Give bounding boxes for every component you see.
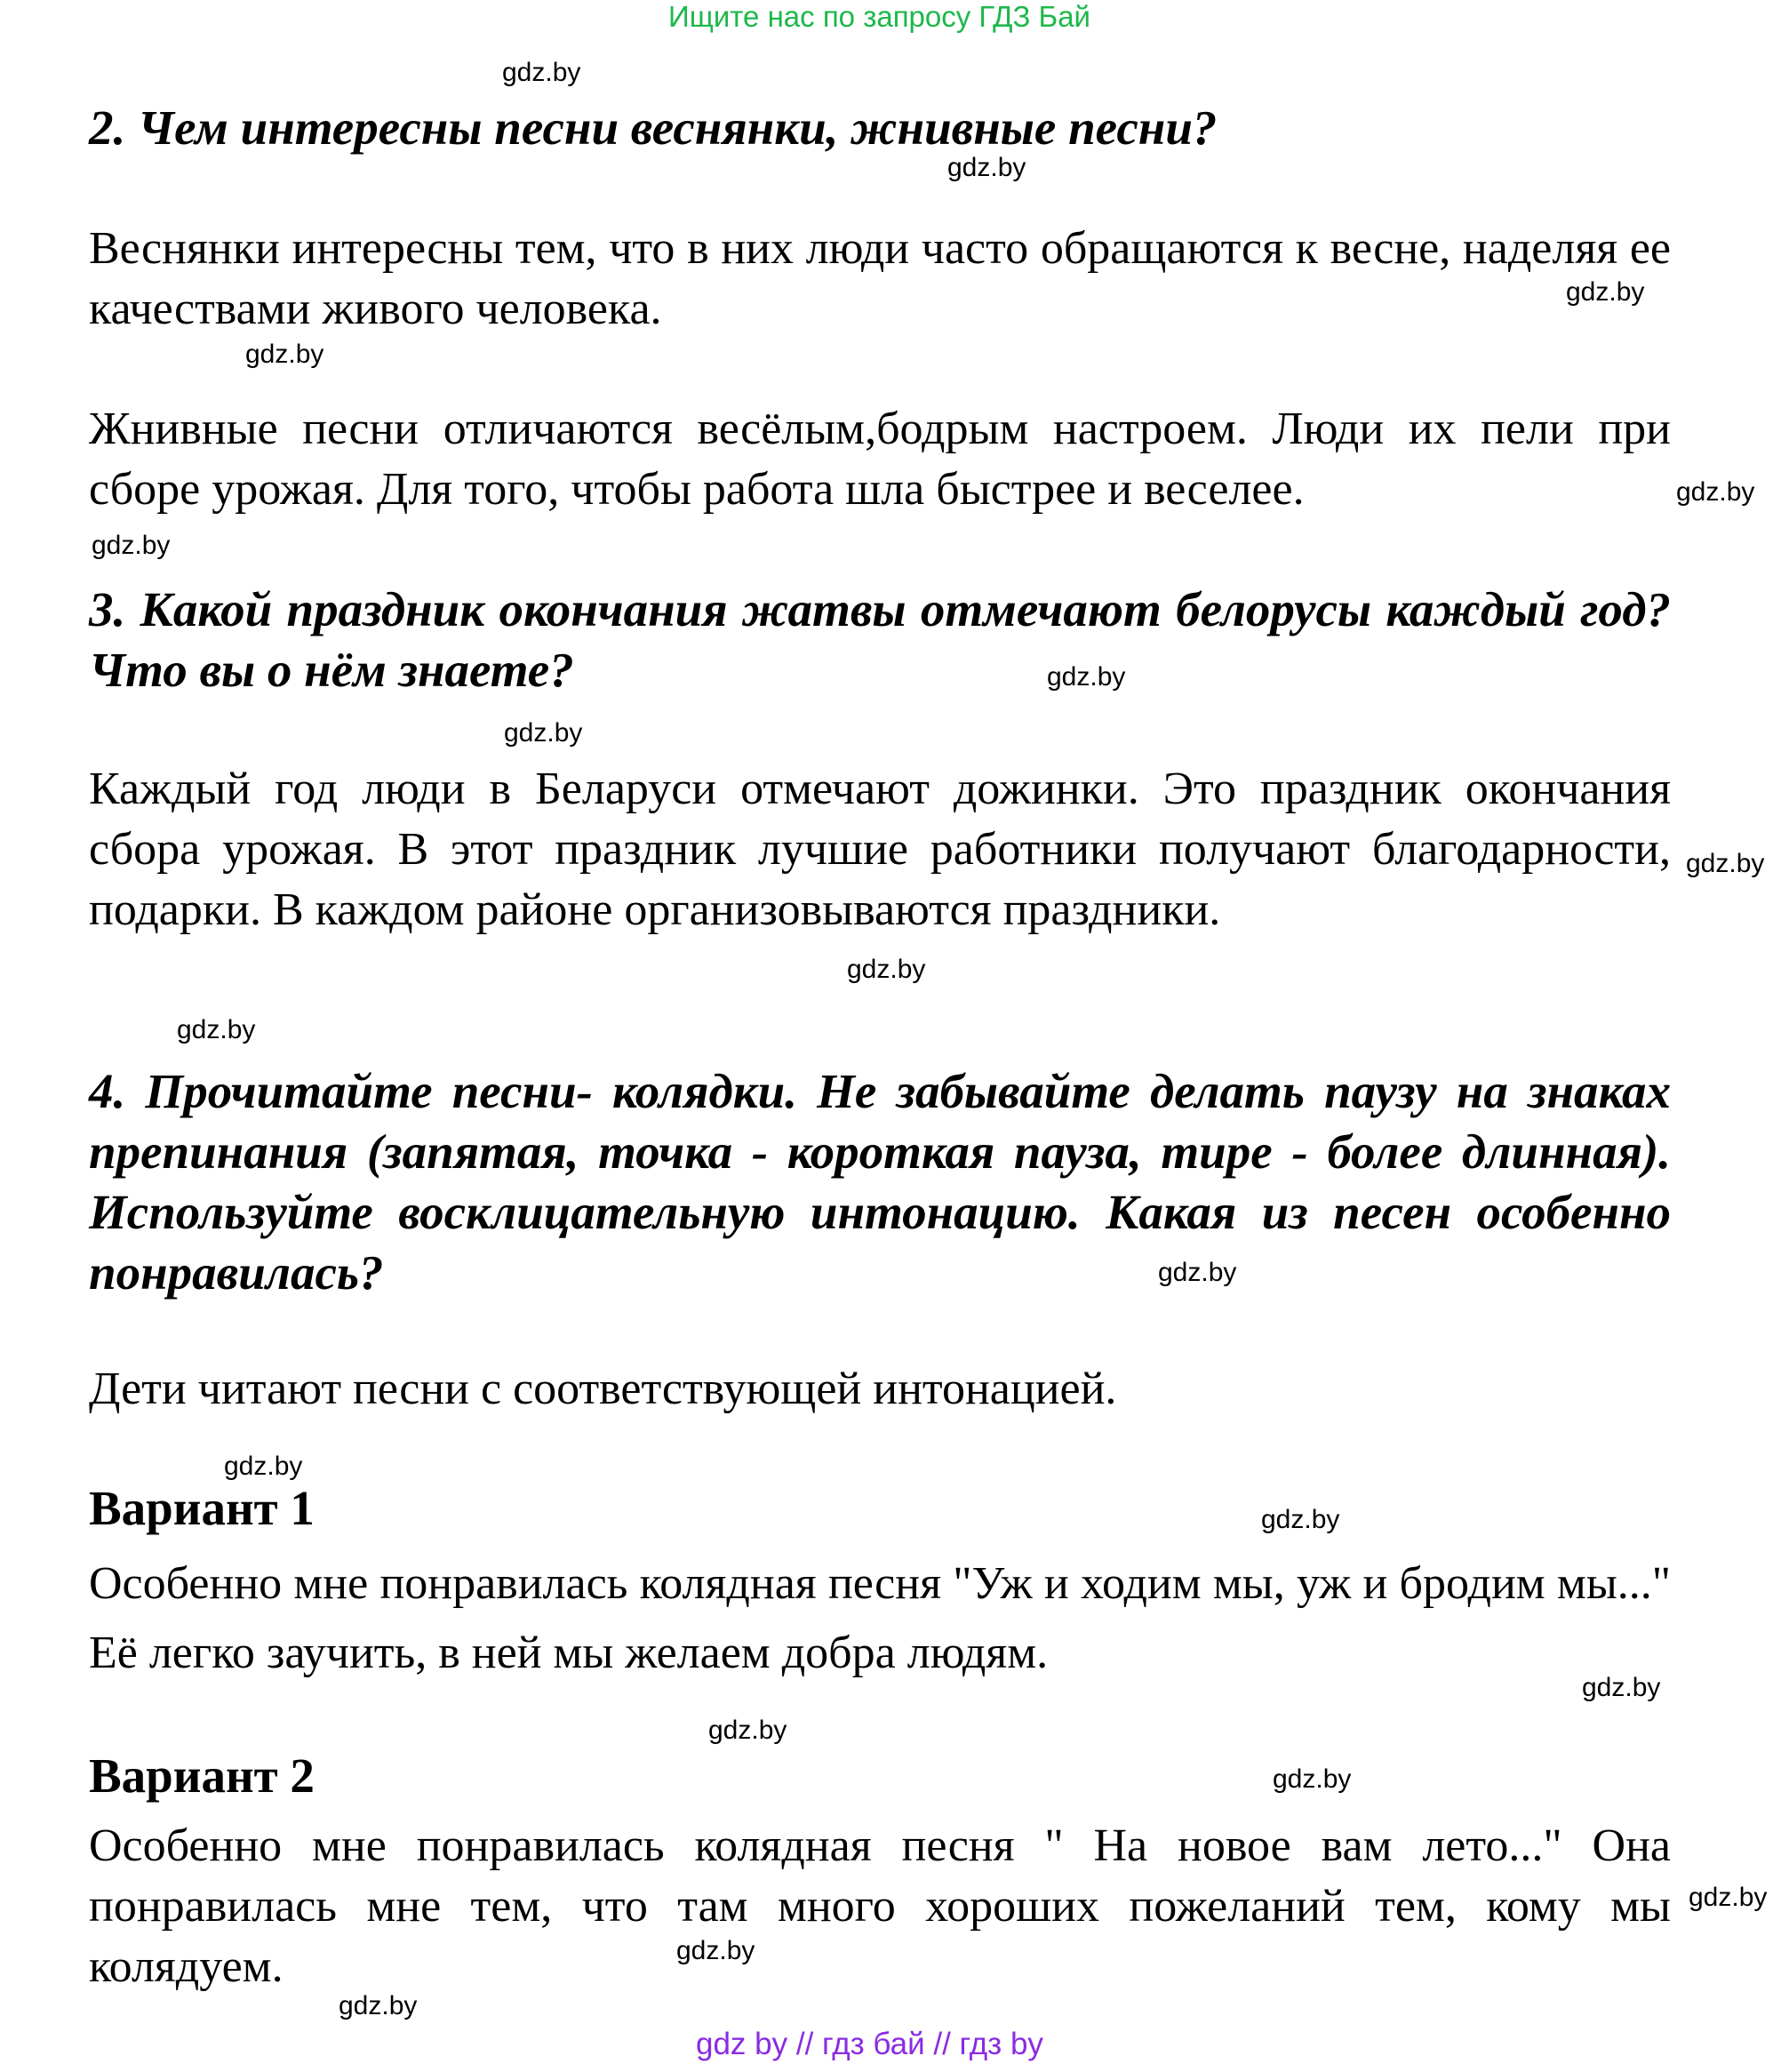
watermark: gdz.by: [1676, 477, 1755, 507]
question-3: 3. Какой праздник окончания жатвы отмечают белорусы каждый год? Что вы о нём знаете?: [89, 582, 1671, 697]
question-2: 2. Чем интересны песни веснянки, жнивные песни?: [89, 100, 1218, 155]
watermark: gdz.by: [92, 531, 171, 560]
variant-1-title: Вариант 1: [89, 1481, 315, 1535]
answer-2-vesnyanki: Веснянки интересны тем, что в них люди часто обращаются к весне, наделяя ее качествами живого человека.: [89, 223, 1671, 334]
watermark: gdz.by: [1566, 277, 1645, 307]
watermark: gdz.by: [676, 1936, 755, 1965]
watermark: gdz.by: [1689, 1883, 1768, 1912]
variant-2-text: Особенно мне понравилась колядная песня " На новое вам лето..." Она понравилась мне тем, что там много хороших пожеланий тем, кому мы колядуем.: [89, 1820, 1671, 1992]
watermark: gdz.by: [1686, 849, 1765, 878]
watermark: gdz.by: [1261, 1505, 1340, 1534]
watermark: gdz.by: [177, 1015, 256, 1044]
watermark: gdz.by: [708, 1716, 787, 1745]
watermark: gdz.by: [502, 58, 581, 87]
answer-4: Дети читают песни с соответствующей интонацией.: [89, 1364, 1117, 1414]
footer-links: gdz by // гдз бай // гдз by: [696, 2027, 1043, 2061]
watermark: gdz.by: [847, 955, 926, 984]
watermark: gdz.by: [1047, 662, 1126, 692]
watermark: gdz.by: [1158, 1258, 1237, 1287]
watermark: gdz.by: [339, 1991, 418, 2020]
answer-2-zhnivnye: Жнивные песни отличаются весёлым,бодрым настроем. Люди их пели при сборе урожая. Для того, чтобы работа шла быстрее и веселее.: [89, 404, 1671, 515]
question-4: 4. Прочитайте песни- колядки. Не забывайте делать паузу на знаках препинания (запятая, точка - короткая пауза, тире - более длинная). Используйте восклицательную интонацию. Какая из песен особенно понравилась?: [89, 1064, 1671, 1300]
watermark: gdz.by: [1273, 1764, 1352, 1794]
variant-1-text: Особенно мне понравилась колядная песня "Уж и ходим мы, уж и бродим мы..." Её легко заучить, в ней мы желаем добра людям.: [89, 1558, 1671, 1678]
watermark: gdz.by: [224, 1452, 303, 1481]
watermark: gdz.by: [1582, 1673, 1661, 1702]
watermark: gdz.by: [245, 340, 324, 369]
top-banner: Ищите нас по запросу ГДЗ Бай: [668, 0, 1090, 33]
watermark: gdz.by: [947, 153, 1026, 182]
answer-3: Каждый год люди в Беларуси отмечают дожинки. Это праздник окончания сбора урожая. В этот праздник лучшие работники получают благодарности, подарки. В каждом районе организовываются праздники.: [89, 764, 1671, 935]
watermark: gdz.by: [504, 718, 583, 748]
variant-2-title: Вариант 2: [89, 1748, 315, 1803]
